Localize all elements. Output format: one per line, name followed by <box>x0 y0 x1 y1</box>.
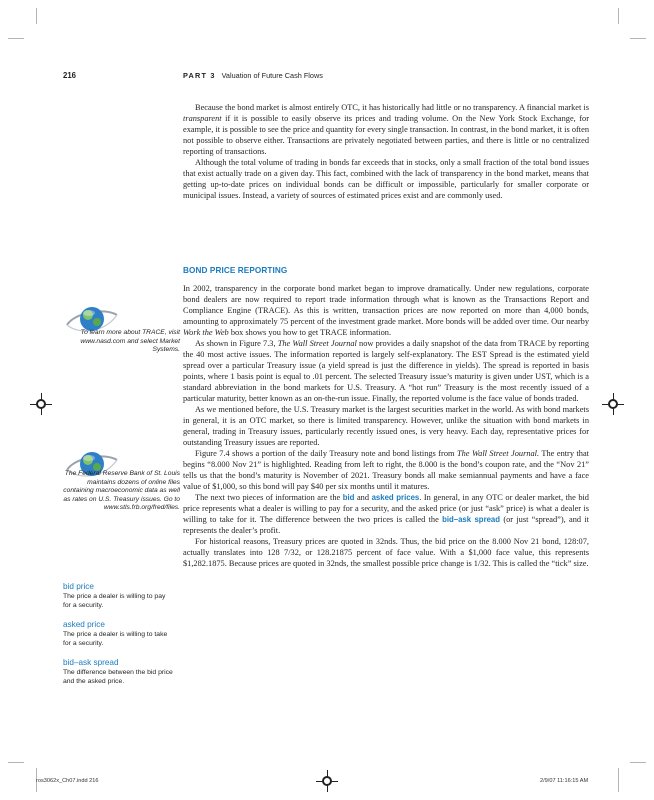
crop-mark <box>618 8 619 24</box>
paragraph: Although the total volume of trading in bonds far exceeds that in stocks, only a small fraction of the total bond issues that exist actually trade on a given day. This fact, combined with the lack of transparency in the bond market, means that getting up-to-date prices on individual bonds can be difficult or impossible, particularly for smaller corporate or municipal issues. Instead, a variety of sources of estimated prices exist and are commonly used. <box>183 158 589 200</box>
paragraph: For historical reasons, Treasury prices are quoted in 32nds. Thus, the bid price on the 8.000 Nov 21 bond, 128:07, actually translates into 128 7/32, or 128.21875 percent of face value. With a $1,000 face value, this represents $1,282.1875. Because prices are quoted in 32nds, the smallest possible price change is 1/32. This is called the “tick” size. <box>183 537 589 568</box>
paragraph: In 2002, transparency in the corporate bond market began to improve dramatically. Under new regulations, corporate bond dealers are now required to report trade information through what is known as the Transactions Report and Compliance Engine (TRACE). As this is written, transaction prices are now reported on more than 4,000 bonds, amounting to approximately 75 percent of the investment grade market. More bonds will be added over time. Our nearby Work the Web box shows you how to get TRACE information. <box>183 284 589 337</box>
crop-mark <box>36 8 37 24</box>
paragraph: As shown in Figure 7.3, The Wall Street Journal now provides a daily snapshot of the data from TRACE by reporting the 40 most active issues. The information reported is largely self-explanatory. The EST Spread is the estimated yield spread over a particular Treasury issue (a yield spread is just the difference in yields). The spread is reported in basis points, where 1 basis point is equal to .01 percent. The selected Treasury issue’s maturity is given under UST, which is a standard abbreviation in the bond markets for U.S. Treasury. A “hot run” Treasury is the most recently issued of a particular maturity, better known as an on-the-run issue. Finally, the reported volume is the face value of bonds traded. <box>183 339 590 403</box>
glossary-term: bid–ask spread <box>63 658 119 667</box>
page-number: 216 <box>63 71 77 80</box>
glossary-term: asked price <box>63 620 105 629</box>
crop-mark <box>630 38 646 39</box>
crop-mark <box>618 768 619 792</box>
running-head <box>183 71 323 80</box>
section-heading: BOND PRICE REPORTING <box>183 266 288 275</box>
sidebar-note-trace: To learn more about TRACE, visit www.nasd.com and select Market Systems. <box>80 329 180 354</box>
intro-text <box>183 102 589 201</box>
paragraph: Figure 7.4 shows a portion of the daily Treasury note and bond listings from The Wall Street Journal. The entry that begins “8.000 Nov 21” is highlighted. Reading from left to right, the 8.000 is the bond’s coupon rate, and the “Nov 21” tells us that the bond’s maturity is November of 2021. Treasury bonds all make semiannual payments and have a face value of $1,000, so this bond will pay $40 per six months until it matures. <box>183 449 589 491</box>
glossary-entry <box>63 582 175 610</box>
footer-timestamp: 2/9/07 11:16:15 AM <box>540 778 589 784</box>
registration-mark <box>606 397 620 411</box>
glossary-entry <box>63 658 175 686</box>
section-text <box>183 283 589 569</box>
footer-filename: ros3062x_Ch07.indd 216 <box>36 778 99 784</box>
registration-mark <box>320 774 334 788</box>
part-label: PART 3 <box>183 71 216 80</box>
crop-mark <box>8 38 24 39</box>
crop-mark <box>630 762 646 763</box>
sidebar-note-fred: The Federal Reserve Bank of St. Louis maintains dozens of online files containing macroeconomic data as well as rates on U.S. Treasury issues. Go to www.stls.frb.org/fred/files. <box>63 470 180 512</box>
glossary-definition: The price a dealer is willing to take for a security. <box>63 631 168 647</box>
glossary-definition: The price a dealer is willing to pay for a security. <box>63 593 166 609</box>
paragraph: Because the bond market is almost entirely OTC, it has historically had little or no transparency. A financial market is transparent if it is possible to easily observe its prices and trading volume. On the New York Stock Exchange, for example, it is possible to see the price and quantity for every single transaction. In contrast, in the bond market, it is often not possible to observe either. Transactions are privately negotiated between parties, and there is little or no centralized reporting of transactions. <box>183 103 589 156</box>
crop-mark <box>8 762 24 763</box>
paragraph: The next two pieces of information are the bid and asked prices. In general, in any OTC or dealer market, the bid price represents what a dealer is willing to pay for a security, and the asked price (or just “ask” price) is what a dealer is willing to take for it. The difference between the two prices is called the bid–ask spread (or just “spread”), and it represents the dealer’s profit. <box>183 493 589 535</box>
glossary-definition: The difference between the bid price and the asked price. <box>63 669 173 685</box>
registration-mark <box>34 397 48 411</box>
glossary-term: bid price <box>63 582 94 591</box>
part-title: Valuation of Future Cash Flows <box>221 71 323 80</box>
glossary-entry <box>63 620 175 648</box>
paragraph: As we mentioned before, the U.S. Treasury market is the largest securities market in the world. As with bond markets in general, it is an OTC market, so there is limited transparency. However, unlike the situation with bond markets in general, trading in Treasury issues, particularly recently issued ones, is very heavy. Each day, representative prices for outstanding Treasury issues are reported. <box>183 405 589 447</box>
